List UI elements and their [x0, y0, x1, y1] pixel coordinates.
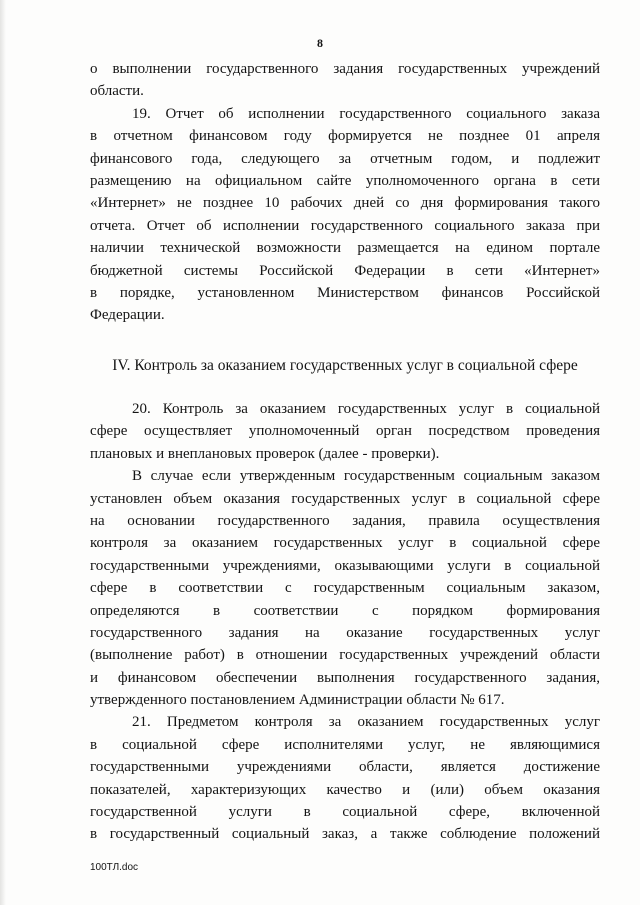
- text-line: «Интернет» не позднее 10 рабочих дней со дня формирования такого: [90, 195, 600, 212]
- scan-edge: [0, 0, 6, 905]
- text-line: Федерации.: [90, 307, 165, 324]
- body-text-block-1: [90, 58, 600, 327]
- footer-filename: 100ТЛ.doc: [90, 862, 139, 873]
- text-line: сфере осуществляет уполномоченный орган посредством проведения: [90, 423, 600, 440]
- paragraph-19-start: 19. Отчет об исполнении государственного социального заказа: [132, 105, 600, 122]
- text-line: сфере в соответствии с государственным социальным заказом,: [90, 580, 600, 597]
- text-line: финансового года, следующего за отчетным годом, и подлежит: [90, 150, 600, 167]
- text-line: области.: [90, 83, 144, 100]
- text-line: наличии технической возможности размещается на едином портале: [90, 240, 600, 257]
- text-line: (выполнение работ) в отношении государственных учреждений области: [90, 647, 600, 664]
- text-line: государственными учреждениями, оказывающими услуги в социальной: [90, 557, 600, 574]
- section-heading: IV. Контроль за оказанием государственных услуг в социальной сфере: [112, 357, 578, 374]
- text-line: государственными учреждениями области, является достижение: [90, 759, 600, 776]
- page-number: 8: [317, 36, 323, 50]
- paragraph-21-start: 21. Предметом контроля за оказанием государственных услуг: [132, 714, 600, 731]
- text-line: в отчетном финансовом году формируется не позднее 01 апреля: [90, 128, 600, 145]
- paragraph-20-start: 20. Контроль за оказанием государственных услуг в социальной: [132, 401, 600, 417]
- text-line: и финансовом обеспечении выполнения государственного задания,: [90, 669, 600, 686]
- text-line: плановых и внеплановых проверок (далее - проверки).: [90, 445, 440, 462]
- text-line: в социальной сфере исполнителями услуг, не являющимися: [90, 736, 600, 753]
- text-line: государственной услуги в социальной сфере, включенной: [90, 804, 600, 821]
- body-text-block-2: [90, 398, 600, 846]
- text-line: в порядке, установленном Министерством финансов Российской: [90, 284, 600, 301]
- text-line: контроля за оказанием государственных услуг в социальной сфере: [90, 535, 600, 552]
- text-line: размещению на официальном сайте уполномоченного органа в сети: [90, 172, 600, 189]
- text-line: утвержденного постановлением Администрации области № 617.: [90, 692, 505, 709]
- text-line: на основании государственного задания, правила осуществления: [90, 512, 600, 529]
- text-line: показателей, характеризующих качество и (или) объем оказания: [90, 781, 600, 798]
- text-line: государственного задания на оказание государственных услуг: [90, 624, 600, 641]
- text-line: установлен объем оказания государственных услуг в социальной сфере: [90, 490, 600, 507]
- text-line: о выполнении государственного задания государственных учреждений: [90, 61, 600, 77]
- paragraph-start: В случае если утвержденным государственным социальным заказом: [132, 468, 600, 485]
- text-line: бюджетной системы Российской Федерации в сети «Интернет»: [90, 262, 600, 279]
- text-line: отчета. Отчет об исполнении государственного социального заказа при: [90, 217, 600, 234]
- text-line: определяются в соответствии с порядком формирования: [90, 602, 600, 619]
- text-line: в государственный социальный заказ, а также соблюдение положений: [90, 826, 600, 843]
